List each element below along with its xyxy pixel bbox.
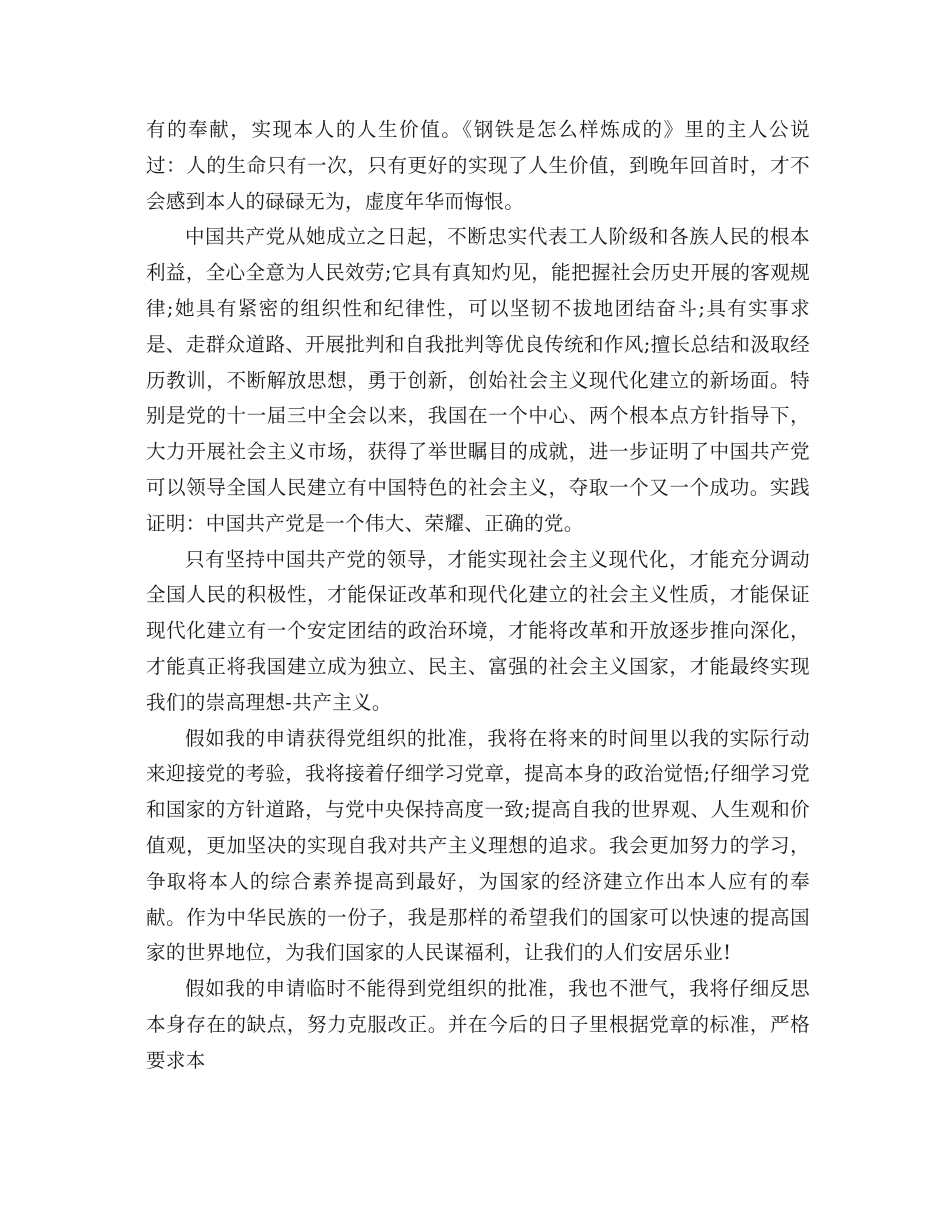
- paragraph-3: 只有坚持中国共产党的领导，才能实现社会主义现代化，才能充分调动全国人民的积极性，才能保证改革和现代化建立的社会主义性质，才能保证现代化建立有一个安定团结的政治环境，才能将改革和开放逐步推向深化，才能真正将我国建立成为独立、民主、富强的社会主义国家，才能最终实现我们的崇高理想-共产主义。: [146, 547, 810, 714]
- paragraph-2: 中国共产党从她成立之日起，不断忠实代表工人阶级和各族人民的根本利益，全心全意为人民效劳;它具有真知灼见，能把握社会历史开展的客观规律;她具有紧密的组织性和纪律性，可以坚韧不拔地团结奋斗;具有实事求是、走群众道路、开展批判和自我批判等优良传统和作风;擅长总结和汲取经历教训，不断解放思想，勇于创新，创始社会主义现代化建立的新场面。特别是党的十一届三中全会以来，我国在一个中心、两个根本点方针指导下，大力开展社会主义市场，获得了举世瞩目的成就，进一步证明了中国共产党可以领导全国人民建立有中国特色的社会主义，夺取一个又一个成功。实践证明：中国共产党是一个伟大、荣耀、正确的党。: [146, 225, 810, 535]
- paragraph-4: 假如我的申请获得党组织的批准，我将在将来的时间里以我的实际行动来迎接党的考验，我将接着仔细学习党章，提高本身的政治觉悟;仔细学习党和国家的方针道路，与党中央保持高度一致;提高自我的世界观、人生观和价值观，更加坚决的实现自我对共产主义理想的追求。我会更加努力的学习，争取将本人的综合素养提高到最好，为国家的经济建立作出本人应有的奉献。作为中华民族的一份子，我是那样的希望我们的国家可以快速的提高国家的世界地位，为我们国家的人民谋福利，让我们的人们安居乐业!: [146, 726, 810, 965]
- paragraph-5: 假如我的申请临时不能得到党组织的批准，我也不泄气，我将仔细反思本身存在的缺点，努力克服改正。并在今后的日子里根据党章的标准，严格要求本: [146, 977, 810, 1072]
- paragraph-1: 有的奉献，实现本人的人生价值。《钢铁是怎么样炼成的》里的主人公说过：人的生命只有一次，只有更好的实现了人生价值，到晚年回首时，才不会感到本人的碌碌无为，虚度年华而悔恨。: [146, 118, 810, 213]
